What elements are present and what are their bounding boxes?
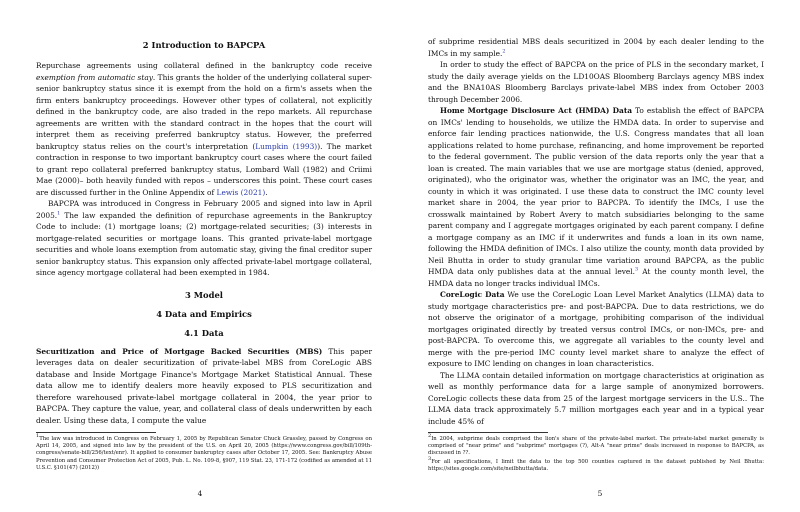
- mbs-continuation-paragraph: of subprime residential MBS deals securitized in 2004 by each dealer lending to the IMCs in my sample.$^2$: [428, 37, 764, 58]
- page-number-right: 5: [597, 489, 603, 498]
- right-page: [400, 0, 800, 512]
- section-4-heading: 4 Data and Empirics: [156, 308, 252, 319]
- footnotes-right: [428, 432, 764, 473]
- bapcpa-intro-paragraph: Repurchase agreements using collateral defined in the bankruptcy code receive exemption from automatic stay. This grants the holder of the underlying collateral super-senior bankruptcy status since it is exempt from the hold on a firm's assets when the firm enters bankruptcy proceedings. However other types of collateral, not explicitly defined in the bankruptcy code, are also traded in the repo markets. All repurchase agreements are written with the standard contract in the hopes that the court will interpret them as receiving preferred bankruptcy status. However, the preferred bankruptcy status relies on the court's interpretation (Lumpkin (1993)). The market contraction in response to two important bankruptcy court cases where the court failed to grant repo collateral preferred bankruptcy status, Lombard Wall (1982) and Criimi Mae (2000)– both heavily funded with repos – underscores this point. These court cases are discussed further in the Online Appendix of Lewis (2021).: [36, 61, 372, 197]
- bapcpa-law-paragraph: BAPCPA was introduced in Congress in February 2005 and signed into law in April 2005.$^1$ The law expanded the definition of repurchase agreements in the Bankruptcy Code to include: (1) mortgage loans; (2) mortgage-related securities; (3) interests in mortgage-related securities or mortgage loans. This granted private-label mortgage securities and whole loans exemption from automatic stay, giving the final creditor super senior bankruptcy status. This expansion only affected private-label mortgage collateral, since agency mortgage collateral had been exempted in 1984.: [36, 199, 372, 277]
- footnote-rule: [36, 432, 156, 433]
- footnote-ref-3[interactable]: 3: [634, 266, 639, 273]
- footnote-2: $^2$In 2004, subprime deals comprised the lion's share of the private-label market. The private-label market generally is comprised of "near prime" and "subprime" mortgages (?), Alt-A "near prime" deals increased in response to BAPCPA, as discussed in ??.: [428, 433, 764, 457]
- yields-paragraph: In order to study the effect of BAPCPA on the price of PLS in the secondary market, I study the daily average yields on the LD10OAS Bloomberg Barclays agency MBS index and the BNA10AS Bloomberg Barclays private-label MBS index from October 2003 through December 2006.: [428, 60, 764, 104]
- footnote-1: $^1$The law was introduced in Congress on February 1, 2005 by Republican Senator Chuck Grassley, passed by Congress on April 14, 2005, and signed into law by the president of the U.S. on April 20, 2005 (https://www.congress.gov/bill/109th-congress/senate-bill/256/text/enr). It applied to consumer bankruptcy cases after October 17, 2005. See: Bankruptcy Abuse Prevention and Consumer Protection Act of 2005, Pub. L. No. 109-8, §907, 119 Stat. 23, 171-172 (codified as amended at 11 U.S.C. §101(47) (2012)): [36, 433, 372, 471]
- securitization-paragraph: Securitization and Price of Mortgage Backed Securities (MBS) This paper leverages data on dealer securitization of private-label MBS from CoreLogic ABS database and Inside Mortgage Finance's Mortgage Market Statistical Annual. These data allow me to identify dealers more heavily exposed to PLS securitization and therefore warehoused private-label mortgage collateral in 2004, the year prior to BAPCPA. They capture the value, year, and collateral class of deals underwritten by each dealer. Using these data, I compute the value: [36, 346, 372, 425]
- page-number-left: 4: [197, 489, 203, 498]
- footnotes-left: [36, 432, 372, 472]
- citation-lumpkin[interactable]: Lumpkin (1993): [255, 141, 318, 151]
- citation-lewis[interactable]: Lewis (2021): [216, 187, 266, 197]
- footnote-3: $^3$For all specifications, I limit the data to the top 500 counties captured in the dataset published by Neil Bhutta: https://sites.google.com/site/neilbhutta/data.: [428, 455, 764, 472]
- section-3-heading: 3 Model: [185, 289, 223, 300]
- corelogic-paragraph: CoreLogic Data We use the CoreLogic Loan Level Market Analytics (LLMA) data to study mortgage characteristics pre- and post-BAPCPA. Due to data restrictions, we do not observe the originator of a mortgage, prohibiting comparison of the individual mortgages originated directly by treated versus control IMCs, or non-IMCs, pre- and post-BAPCPA. To overcome this, we aggregate all variables to the county level and merge with the pre-period IMC county level market share to analyze the effect of exposure to IMC lending on changes in loan characteristics.: [428, 290, 764, 368]
- footnote-ref-2[interactable]: 2: [502, 48, 506, 55]
- subsection-4-1-heading: 4.1 Data: [184, 327, 224, 338]
- footnote-ref-1[interactable]: 1: [57, 210, 61, 217]
- section-2-heading: 2 Introduction to BAPCPA: [142, 40, 266, 50]
- hmda-paragraph: Home Mortgage Disclosure Act (HMDA) Data To establish the effect of BAPCPA on IMCs' lending to households, we utilize the HMDA data. In order to supervise and enforce fair lending practices nationwide, the U.S. Congress mandates that all loan applications related to home purchase, refinancing, and home improvement be reported to the federal government. The public version of the data reports only the year that a loan is created. The main variables that we use are mortgage status (denied, approved, originated), who the originator was, whether the originator was an IMC, the year, and county in which it was originated. I use these data to construct the IMC county level market share in 2004, the year prior to BAPCPA. To identify the IMCs, I use the crosswalk maintained by Robert Avery to match subsidiaries belonging to the same parent company and I aggregate mortgages originated by each parent company. I define a mortgage company as an IMC if it underwrites and funds a loan in its own name, following the HMDA definition of IMCs. I also utilize the county, month data provided by Neil Bhutta in order to study granular time variation around BAPCPA, as the public HMDA data only publishes data at the annual level.$^3$ At the county month level, the HMDA data no longer tracks individual IMCs.: [428, 106, 764, 288]
- llma-paragraph: The LLMA contain detailed information on mortgage characteristics at origination as well as monthly performance data for a large sample of anonymized borrowers. CoreLogic collects these data from 25 of the largest mortgage servicers in the U.S.. The LLMA data track approximately 5.7 million mortgages each year and in a typical year include 45% of: [428, 370, 764, 426]
- footnote-rule: [428, 432, 548, 433]
